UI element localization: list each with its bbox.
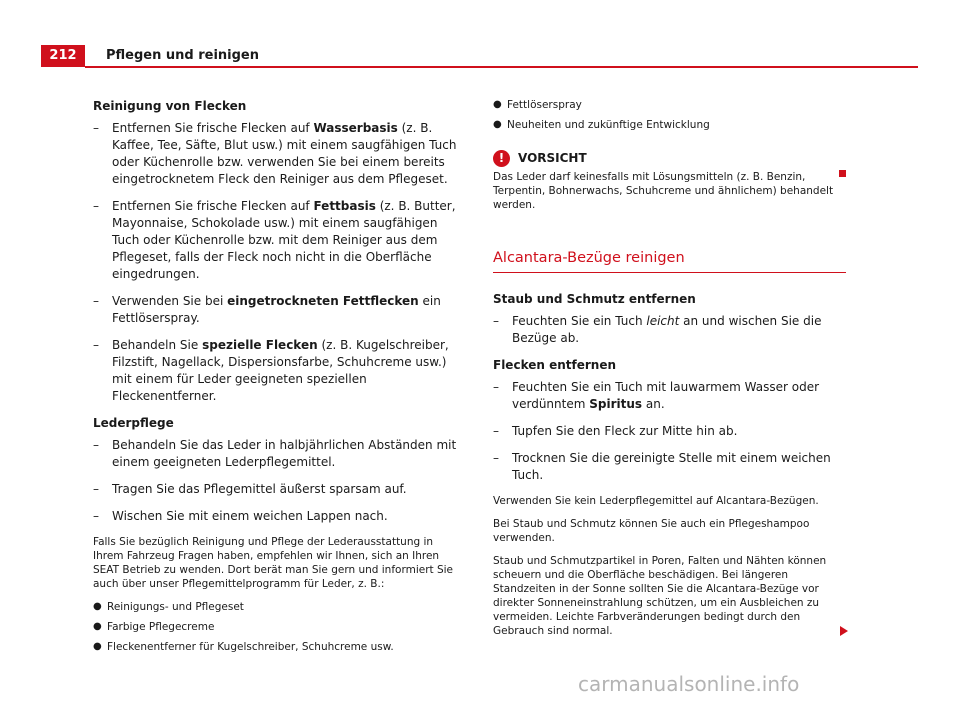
bullet-item: ● Reinigungs- und Pflegeset	[93, 601, 244, 613]
list-item: – Verwenden Sie bei eingetrockneten Fettflecken ein Fettlöserspray.	[93, 294, 441, 325]
list-item: – Tragen Sie das Pflegemittel äußerst sparsam auf.	[93, 482, 407, 496]
heading-flecken-entfernen: Flecken entfernen	[493, 358, 616, 372]
page-header-title: Pflegen und reinigen	[106, 48, 259, 63]
info-paragraph: Staub und Schmutzpartikel in Poren, Falten und Nähten können scheuern und die Oberfläche beschädigen. Bei längeren Standzeiten in der Sonne sollten Sie die Alcantara-Bezüge vor direkter Sonneneinstrahlung schützen, um ein Ausbleichen zu vermeiden. Leichte Farbveränderungen bedingt durch den Gebrauch sind normal.	[493, 554, 846, 638]
heading-flecken: Reinigung von Flecken	[93, 99, 247, 113]
bullet-item: ● Fleckenentferner für Kugelschreiber, Schuhcreme usw.	[93, 641, 394, 653]
end-marker-icon	[839, 170, 846, 177]
section-title: Alcantara-Bezüge reinigen	[493, 250, 685, 266]
caution-title: VORSICHT	[518, 151, 587, 165]
list-item: – Feuchten Sie ein Tuch mit lauwarmem Wasser oder verdünntem Spiritus an.	[493, 380, 820, 411]
left-column	[93, 98, 465, 660]
list-item: – Entfernen Sie frische Flecken auf Wasserbasis (z. B. Kaffee, Tee, Säfte, Blut usw.) mit einem saugfähigen Tuch oder Küchenrolle bzw. verwenden Sie bei einem bereits eingetrocknetem Fleck den Reiniger aus dem Pflegeset.	[93, 121, 457, 186]
warning-icon: !	[493, 150, 510, 167]
info-paragraph: Bei Staub und Schmutz können Sie auch ein Pflegeshampoo verwenden.	[493, 518, 810, 544]
info-paragraph: Verwenden Sie kein Lederpflegemittel auf Alcantara-Bezügen.	[493, 495, 819, 507]
right-column	[493, 98, 846, 647]
continue-arrow-icon	[840, 626, 848, 636]
bullet-item: ● Fettlöserspray	[493, 99, 582, 111]
list-item: – Tupfen Sie den Fleck zur Mitte hin ab.	[493, 424, 738, 438]
list-item: – Entfernen Sie frische Flecken auf Fettbasis (z. B. Butter, Mayonnaise, Schokolade usw.) mit einem saugfähigen Tuch oder Küchenrolle bzw. mit dem Reiniger aus dem Pflegeset, falls der Fleck noch nicht in die Oberfläche eingedrungen.	[93, 199, 456, 281]
caution-header	[493, 150, 846, 167]
page-number: 212	[41, 45, 85, 67]
bullet-item: ● Farbige Pflegecreme	[93, 621, 215, 633]
header-divider	[85, 66, 918, 68]
heading-lederpflege: Lederpflege	[93, 416, 174, 430]
list-item: – Behandeln Sie das Leder in halbjährlichen Abständen mit einem geeigneten Lederpflegemittel.	[93, 438, 457, 469]
list-item: – Wischen Sie mit einem weichen Lappen nach.	[93, 509, 388, 523]
list-item: – Behandeln Sie spezielle Flecken (z. B. Kugelschreiber, Filzstift, Nagellack, Dispersionsfarbe, Schuhcreme usw.) mit einem für Leder geeigneten speziellen Fleckenentferner.	[93, 338, 449, 403]
watermark: carmanualsonline.info	[578, 672, 800, 696]
heading-staub: Staub und Schmutz entfernen	[493, 292, 696, 306]
list-item: – Trocknen Sie die gereinigte Stelle mit einem weichen Tuch.	[493, 451, 831, 482]
info-paragraph: Falls Sie bezüglich Reinigung und Pflege der Lederausstattung in Ihrem Fahrzeug Fragen haben, empfehlen wir Ihnen, sich an Ihren SEAT Betrieb zu wenden. Dort berät man Sie gern und informiert Sie auch über unser Pflegemittelprogramm für Leder, z. B.:	[93, 536, 454, 590]
list-item: – Feuchten Sie ein Tuch leicht an und wischen Sie die Bezüge ab.	[493, 314, 822, 345]
caution-text: Das Leder darf keinesfalls mit Lösungsmitteln (z. B. Benzin, Terpentin, Bohnerwachs, Schuhcreme und ähnlichem) behandelt werden.	[493, 170, 846, 212]
bullet-item: ● Neuheiten und zukünftige Entwicklung	[493, 119, 710, 131]
section-divider	[493, 272, 846, 273]
